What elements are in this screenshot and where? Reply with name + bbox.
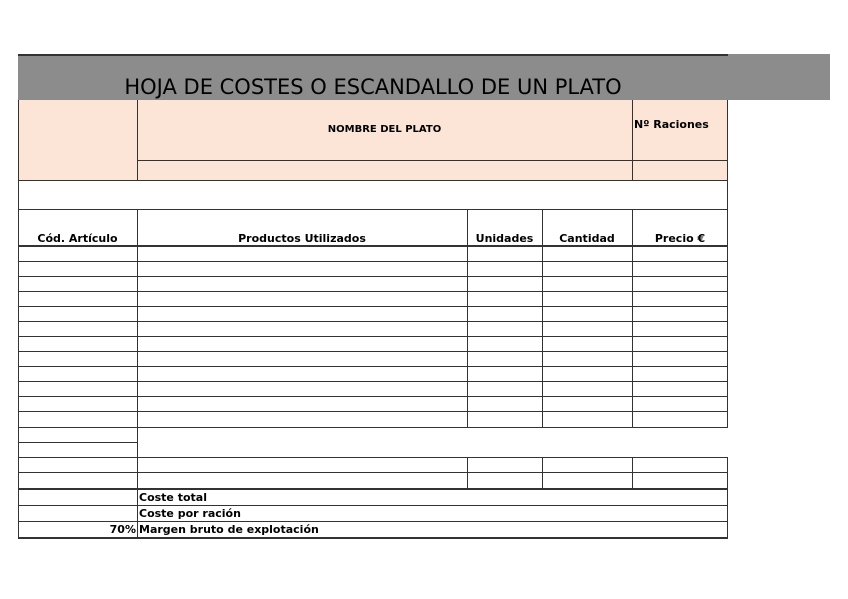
- cost-per-portion-label: Coste por ración: [139, 507, 241, 520]
- summary-line: [18, 505, 728, 506]
- table-right-border-lower: [727, 458, 728, 539]
- row-line: [137, 457, 728, 458]
- row-line: [18, 261, 728, 262]
- row-line: [18, 396, 728, 397]
- col-header-price: Precio €: [654, 232, 706, 245]
- title-top-border: [18, 54, 728, 56]
- row-line: [18, 336, 728, 337]
- portions-field[interactable]: [633, 161, 727, 180]
- col-divider-price-lower: [632, 458, 633, 489]
- row-line: [18, 306, 728, 307]
- row-line: [18, 488, 728, 490]
- col-divider-units-lower: [467, 458, 468, 489]
- row-line: [18, 411, 728, 412]
- portions-label: Nº Raciones: [634, 118, 709, 131]
- summary-line: [18, 521, 728, 522]
- table-bottom-border: [18, 537, 728, 539]
- margin-value: 70%: [109, 523, 136, 536]
- col-header-units: Unidades: [475, 232, 534, 245]
- row-line-code: [18, 457, 137, 458]
- row-line: [18, 366, 728, 367]
- spacer-right-border: [727, 181, 728, 209]
- row-line: [18, 276, 728, 277]
- col-header-code: Cód. Artículo: [37, 232, 118, 245]
- row-line: [18, 321, 728, 322]
- col-header-products: Productos Utilizados: [238, 232, 366, 245]
- row-line: [18, 381, 728, 382]
- table-top-border: [18, 209, 728, 210]
- row-line-code: [18, 442, 137, 443]
- row-line: [18, 291, 728, 292]
- total-cost-label: Coste total: [139, 491, 207, 504]
- row-line: [18, 351, 728, 352]
- margin-label: Margen bruto de explotación: [139, 523, 319, 536]
- dish-name-label: NOMBRE DEL PLATO: [327, 124, 442, 135]
- row-line: [18, 427, 728, 428]
- spacer-left-border: [18, 181, 19, 209]
- sheet-title: HOJA DE COSTES O ESCANDALLO DE UN PLATO: [124, 75, 622, 99]
- dish-name-field[interactable]: [138, 161, 632, 180]
- row-line: [18, 472, 728, 473]
- col-header-quantity: Cantidad: [559, 232, 615, 245]
- table-header-bottom: [18, 245, 728, 247]
- col-divider-quantity-lower: [542, 458, 543, 489]
